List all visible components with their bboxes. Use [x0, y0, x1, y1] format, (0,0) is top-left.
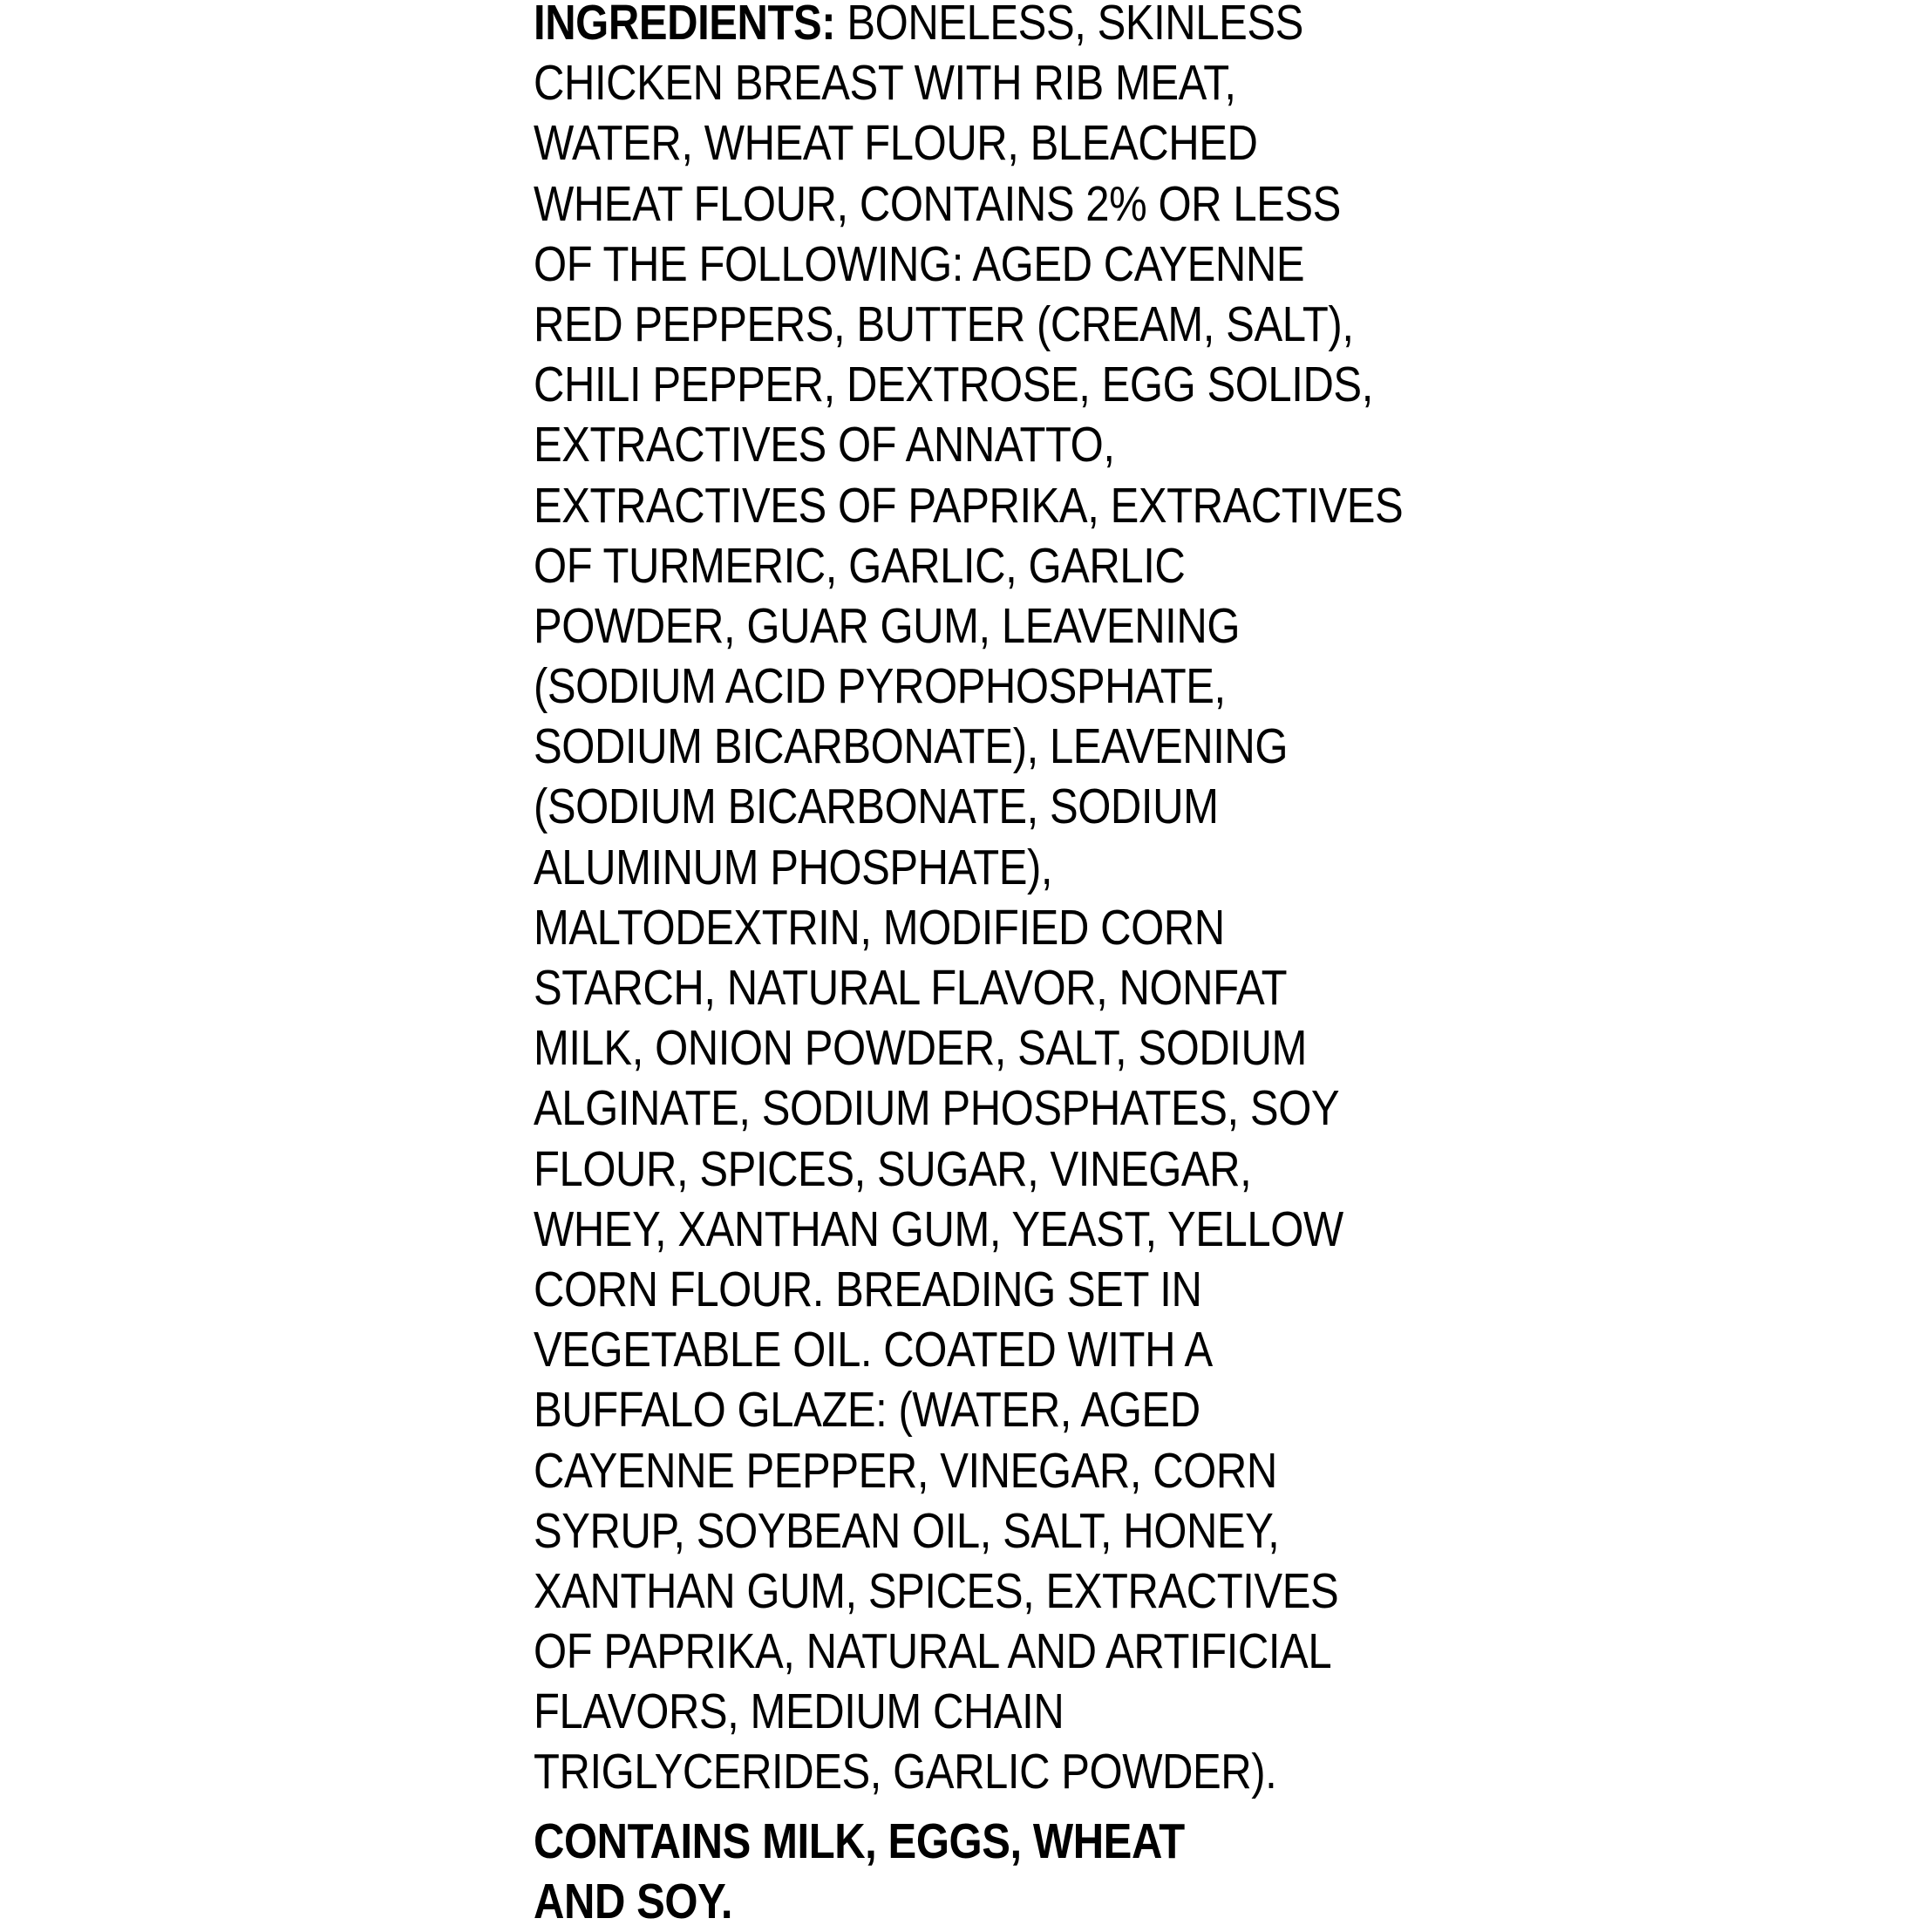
ingredients-line: EXTRACTIVES OF ANNATTO,	[534, 417, 1115, 473]
ingredients-line: XANTHAN GUM, SPICES, EXTRACTIVES	[534, 1562, 1339, 1619]
ingredients-line: POWDER, GUAR GUM, LEAVENING	[534, 597, 1241, 654]
ingredients-line: WATER, WHEAT FLOUR, BLEACHED	[534, 115, 1258, 172]
ingredients-line: ALUMINUM PHOSPHATE),	[534, 839, 1053, 895]
ingredients-line: (SODIUM ACID PYROPHOSPHATE,	[534, 658, 1226, 715]
ingredients-line: OF PAPRIKA, NATURAL AND ARTIFICIAL	[534, 1623, 1332, 1680]
ingredients-label	[534, 0, 1404, 1932]
allergen-statement	[534, 1812, 1358, 1932]
ingredients-line: WHEY, XANTHAN GUM, YEAST, YELLOW	[534, 1201, 1343, 1257]
ingredients-line: CHICKEN BREAST WITH RIB MEAT,	[534, 55, 1236, 112]
ingredients-line: EXTRACTIVES OF PAPRIKA, EXTRACTIVES	[534, 477, 1404, 534]
allergen-line: AND SOY.	[534, 1873, 733, 1929]
ingredients-line: CHILI PEPPER, DEXTROSE, EGG SOLIDS,	[534, 357, 1373, 413]
ingredients-heading: INGREDIENTS:	[534, 0, 836, 51]
ingredients-line: MILK, ONION POWDER, SALT, SODIUM	[534, 1020, 1307, 1077]
ingredients-line: MALTODEXTRIN, MODIFIED CORN	[534, 899, 1225, 956]
ingredients-line: CORN FLOUR. BREADING SET IN	[534, 1261, 1202, 1317]
ingredients-line: SODIUM BICARBONATE), LEAVENING	[534, 718, 1289, 775]
ingredients-line: FLAVORS, MEDIUM CHAIN	[534, 1684, 1064, 1740]
ingredients-line: ALGINATE, SODIUM PHOSPHATES, SOY	[534, 1080, 1340, 1137]
ingredients-line: SYRUP, SOYBEAN OIL, SALT, HONEY,	[534, 1502, 1280, 1559]
ingredients-line: CAYENNE PEPPER, VINEGAR, CORN	[534, 1442, 1277, 1499]
ingredients-line: VEGETABLE OIL. COATED WITH A	[534, 1322, 1213, 1378]
allergen-line: CONTAINS MILK, EGGS, WHEAT	[534, 1813, 1185, 1869]
ingredients-line: OF THE FOLLOWING: AGED CAYENNE	[534, 235, 1305, 292]
ingredients-line: BUFFALO GLAZE: (WATER, AGED	[534, 1382, 1200, 1439]
ingredients-line: RED PEPPERS, BUTTER (CREAM, SALT),	[534, 296, 1354, 352]
ingredients-line: STARCH, NATURAL FLAVOR, NONFAT	[534, 960, 1288, 1016]
ingredients-line: (SODIUM BICARBONATE, SODIUM	[534, 779, 1219, 835]
ingredients-statement	[534, 0, 1404, 1803]
ingredients-line: FLOUR, SPICES, SUGAR, VINEGAR,	[534, 1140, 1252, 1197]
ingredients-line: TRIGLYCERIDES, GARLIC POWDER).	[534, 1744, 1277, 1800]
ingredients-line	[534, 0, 1358, 53]
ingredients-line: OF TURMERIC, GARLIC, GARLIC	[534, 537, 1186, 594]
ingredients-line: WHEAT FLOUR, CONTAINS 2% OR LESS	[534, 175, 1341, 232]
ingredients-text: BONELESS, SKINLESS	[847, 0, 1303, 51]
